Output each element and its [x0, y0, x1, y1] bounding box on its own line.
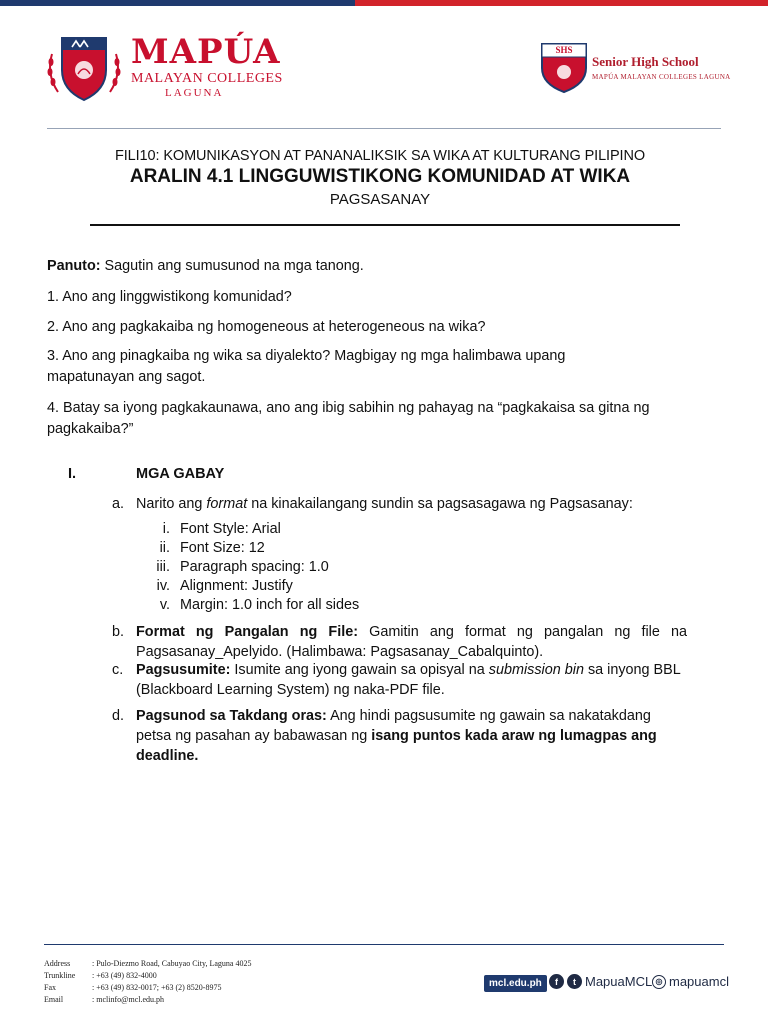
- twitter-icon: t: [567, 974, 582, 989]
- format-item-text: Alignment: Justify: [180, 578, 293, 594]
- section-title: MGA GABAY: [136, 466, 225, 482]
- format-item: [140, 520, 440, 539]
- guide-a-text-end: na kinakailangang sundin sa pagsasagawa ng Pagsasanay:: [247, 496, 633, 512]
- trunkline-label: Trunkline: [44, 971, 76, 980]
- format-item-text: Paragraph spacing: 1.0: [180, 559, 329, 575]
- footer-address: [44, 958, 251, 970]
- format-item: [140, 596, 440, 615]
- format-item-number: i.: [162, 521, 170, 537]
- guide-a-text: Narito ang: [136, 496, 207, 512]
- address-value: : Pulo-Diezmo Road, Cabuyao City, Laguna 4025: [92, 959, 252, 968]
- instructions: [47, 256, 687, 277]
- format-item-text: Margin: 1.0 inch for all sides: [180, 597, 360, 613]
- format-item-number: iv.: [156, 578, 170, 594]
- format-item-number: v.: [159, 597, 170, 613]
- social-facebook-twitter[interactable]: [549, 974, 652, 989]
- guide-b-text: Gamitin ang format ng pangalan ng file na Pagsasanay_Apelyido. (Halimbawa: Pagsasanay_Cabalquinto).: [136, 624, 687, 660]
- brand-subtitle: MALAYAN COLLEGES: [131, 71, 283, 86]
- guide-d-emphasis: isang puntos kada araw ng lumagpas ang deadline.: [136, 728, 657, 764]
- top-bar-red: [355, 0, 768, 6]
- footer-fax: [44, 982, 221, 994]
- fax-value: : +63 (49) 832-0017; +63 (2) 8520-8975: [92, 983, 222, 992]
- activity-subtitle: PAGSASANAY: [329, 191, 431, 208]
- shs-title: Senior High School: [592, 54, 699, 69]
- footer-email[interactable]: [44, 994, 164, 1006]
- top-color-bar: [0, 0, 768, 6]
- format-item: [140, 558, 440, 577]
- social-instagram[interactable]: [652, 974, 729, 989]
- brand-location: LAGUNA: [165, 87, 224, 99]
- course-title: FILI10: KOMUNIKASYON AT PANANALIKSIK SA WIKA AT KULTURANG PILIPINO: [114, 148, 646, 164]
- mapua-seal-icon: [44, 34, 124, 104]
- footer-trunkline: [44, 970, 157, 982]
- format-item-number: ii.: [159, 540, 170, 556]
- lesson-title: ARALIN 4.1 LINGGUWISTIKONG KOMUNIDAD AT WIKA: [129, 166, 631, 187]
- mapua-logo: [44, 34, 284, 104]
- format-item-text: Font Size: 12: [180, 540, 265, 556]
- guide-d-label: d.: [112, 708, 125, 724]
- guide-b-heading: Format ng Pangalan ng File:: [136, 624, 358, 640]
- question-2: 2. Ano ang pagkakaiba ng homogeneous at heterogeneous na wika?: [47, 319, 486, 335]
- footer-divider: [44, 944, 724, 945]
- format-item: [140, 539, 440, 558]
- header-divider: [47, 128, 721, 129]
- facebook-icon: f: [549, 974, 564, 989]
- shs-logo: [540, 42, 740, 94]
- guide-a-emphasis: format: [206, 496, 248, 512]
- instagram-icon: ◎: [652, 975, 666, 989]
- shs-subtitle: MAPÚA MALAYAN COLLEGES LAGUNA: [592, 73, 731, 81]
- email-label: Email: [44, 995, 64, 1004]
- format-item-text: Font Style: Arial: [180, 521, 281, 537]
- title-divider: [90, 224, 680, 226]
- guide-c-label: c.: [112, 662, 124, 678]
- guide-c-emphasis: submission bin: [488, 662, 584, 678]
- address-label: Address: [44, 959, 71, 968]
- guide-c-text: Isumite ang iyong gawain sa opisyal na: [230, 662, 489, 678]
- guide-c-text-end: sa inyong BBL (Blackboard Learning System) ng naka-PDF file.: [136, 662, 681, 698]
- format-item-number: iii.: [156, 559, 170, 575]
- guide-c-heading: Pagsusumite:: [136, 662, 231, 678]
- question-3: 3. Ano ang pinagkaiba ng wika sa diyalekto? Magbigay ng mga halimbawa upang mapatunayan ang sagot.: [47, 348, 566, 385]
- instagram-handle: mapuamcl: [669, 974, 729, 989]
- trunkline-value: : +63 (49) 832-4000: [92, 971, 157, 980]
- question-4: 4. Batay sa iyong pagkakaunawa, ano ang ibig sabihin ng pahayag na “pagkakaisa sa gitna ng pagkakaiba?”: [47, 400, 650, 437]
- guide-d-heading: Pagsunod sa Takdang oras:: [136, 708, 327, 724]
- fax-label: Fax: [44, 983, 56, 992]
- website-link[interactable]: mcl.edu.ph: [484, 975, 547, 992]
- top-bar-blue: [0, 0, 355, 6]
- instructions-text: Sagutin ang sumusunod na mga tanong.: [100, 258, 364, 274]
- instructions-label: Panuto:: [47, 258, 101, 274]
- guide-b-label: b.: [112, 624, 125, 640]
- section-heading: [68, 466, 224, 482]
- question-1: 1. Ano ang linggwistikong komunidad?: [47, 289, 292, 305]
- shs-badge-text: SHS: [555, 45, 573, 55]
- brand-name: MAPÚA: [131, 32, 281, 72]
- social-handle: MapuaMCL: [585, 974, 653, 989]
- guide-d-text: Ang hindi pagsusumite ng gawain sa nakatakdang petsa ng pasahan ay babawasan ng: [136, 708, 651, 744]
- section-number: I.: [68, 466, 77, 482]
- guide-a-label: a.: [112, 496, 125, 512]
- email-value[interactable]: : mclinfo@mcl.edu.ph: [92, 995, 165, 1004]
- format-item: [140, 577, 440, 596]
